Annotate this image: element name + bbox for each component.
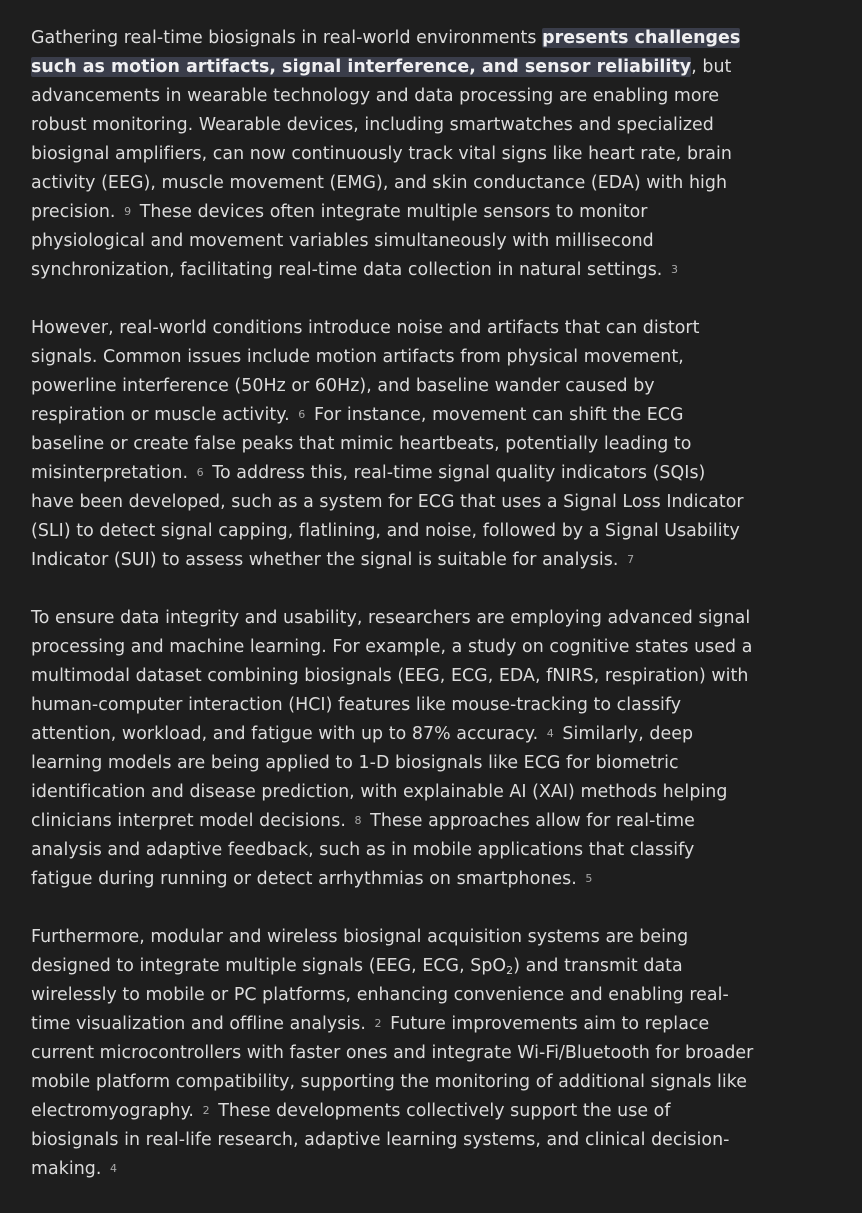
text: attention, workload, and fatigue with up to 87% accuracy. <box>31 724 539 744</box>
citation-marker[interactable]: 8 <box>354 814 362 827</box>
text: synchronization, facilitating real-time data collection in natural settings. <box>31 260 663 280</box>
text: Future improvements aim to replace <box>390 1014 710 1034</box>
text: making. <box>31 1159 102 1179</box>
text-line <box>31 256 831 285</box>
citation-marker[interactable]: 6 <box>196 466 204 479</box>
text: misinterpretation. <box>31 463 189 483</box>
text-line: However, real-world conditions introduce noise and artifacts that can distort <box>31 318 700 338</box>
paragraph-1 <box>31 24 831 285</box>
text-line: human-computer interaction (HCI) features like mouse-tracking to classify <box>31 695 682 715</box>
text-line: signals. Common issues include motion artifacts from physical movement, <box>31 347 684 367</box>
text: These devices often integrate multiple sensors to monitor <box>139 202 648 222</box>
citation-marker[interactable]: 9 <box>124 205 132 218</box>
citation-marker[interactable]: 5 <box>585 872 593 885</box>
text-line <box>31 53 831 82</box>
text-line: (SLI) to detect signal capping, flatlining, and noise, followed by a Signal Usability <box>31 521 740 541</box>
text-line: biosignals in real-life research, adaptive learning systems, and clinical decision- <box>31 1130 730 1150</box>
text-line: mobile platform compatibility, supporting the monitoring of additional signals like <box>31 1072 748 1092</box>
text: electromyography. <box>31 1101 194 1121</box>
text-line: processing and machine learning. For example, a study on cognitive states used a <box>31 637 753 657</box>
text: clinicians interpret model decisions. <box>31 811 346 831</box>
text-line: To ensure data integrity and usability, researchers are employing advanced signal <box>31 608 751 628</box>
text: These developments collectively support the use of <box>218 1101 671 1121</box>
paragraph-2 <box>31 314 831 575</box>
subscript: 2 <box>506 964 514 977</box>
text-line: physiological and movement variables simultaneously with millisecond <box>31 231 654 251</box>
text-line <box>31 24 831 53</box>
text-line: robust monitoring. Wearable devices, including smartwatches and specialized <box>31 115 714 135</box>
text-line <box>31 1155 831 1184</box>
text: Indicator (SUI) to assess whether the signal is suitable for analysis. <box>31 550 619 570</box>
text-line: current microcontrollers with faster ones and integrate Wi-Fi/Bluetooth for broader <box>31 1043 754 1063</box>
text-line <box>31 198 831 227</box>
text-line <box>31 546 831 575</box>
text: ) and transmit data <box>513 956 683 976</box>
text-line <box>31 459 831 488</box>
text: Similarly, deep <box>562 724 694 744</box>
text-line: baseline or create false peaks that mimic heartbeats, potentially leading to <box>31 434 692 454</box>
citation-marker[interactable]: 2 <box>202 1104 210 1117</box>
paragraph-3 <box>31 604 831 894</box>
text: For instance, movement can shift the ECG <box>313 405 684 425</box>
text: These approaches allow for real-time <box>370 811 695 831</box>
text: designed to integrate multiple signals (EEG, ECG, SpO <box>31 956 507 976</box>
text: , but <box>691 57 732 77</box>
text-line <box>31 1010 831 1039</box>
text-line: identification and disease prediction, with explainable AI (XAI) methods helping <box>31 782 728 802</box>
text-line <box>31 720 831 749</box>
citation-marker[interactable]: 7 <box>627 553 635 566</box>
text-line: wirelessly to mobile or PC platforms, enhancing convenience and enabling real- <box>31 985 729 1005</box>
text: To address this, real-time signal quality indicators (SQIs) <box>212 463 706 483</box>
text-line: multimodal dataset combining biosignals (EEG, ECG, EDA, fNIRS, respiration) with <box>31 666 749 686</box>
text-line: learning models are being applied to 1-D biosignals like ECG for biometric <box>31 753 679 773</box>
highlighted-text: such as motion artifacts, signal interference, and sensor reliability <box>31 57 692 77</box>
text: precision. <box>31 202 116 222</box>
paragraph-4 <box>31 923 831 1184</box>
text-line: powerline interference (50Hz or 60Hz), and baseline wander caused by <box>31 376 655 396</box>
citation-marker[interactable]: 2 <box>374 1017 382 1030</box>
text-line <box>31 865 831 894</box>
text: fatigue during running or detect arrhythmias on smartphones. <box>31 869 577 889</box>
text-line: biosignal amplifiers, can now continuously track vital signs like heart rate, brain <box>31 144 732 164</box>
text: time visualization and offline analysis. <box>31 1014 366 1034</box>
response-text <box>31 24 831 1213</box>
text-line: advancements in wearable technology and data processing are enabling more <box>31 86 720 106</box>
text-line <box>31 952 831 981</box>
citation-marker[interactable]: 4 <box>546 727 554 740</box>
text-line <box>31 401 831 430</box>
text: respiration or muscle activity. <box>31 405 290 425</box>
citation-marker[interactable]: 3 <box>670 263 679 276</box>
text-line <box>31 807 831 836</box>
text-line: activity (EEG), muscle movement (EMG), and skin conductance (EDA) with high <box>31 173 728 193</box>
text-line: have been developed, such as a system for ECG that uses a Signal Loss Indicator <box>31 492 744 512</box>
text-line: analysis and adaptive feedback, such as in mobile applications that classify <box>31 840 695 860</box>
citation-marker[interactable]: 6 <box>298 408 306 421</box>
highlighted-text: presents challenges <box>542 28 741 48</box>
citation-marker[interactable]: 4 <box>110 1162 118 1175</box>
text-line <box>31 1097 831 1126</box>
text: Gathering real-time biosignals in real-world environments <box>31 28 543 48</box>
text-line: Furthermore, modular and wireless biosignal acquisition systems are being <box>31 927 689 947</box>
